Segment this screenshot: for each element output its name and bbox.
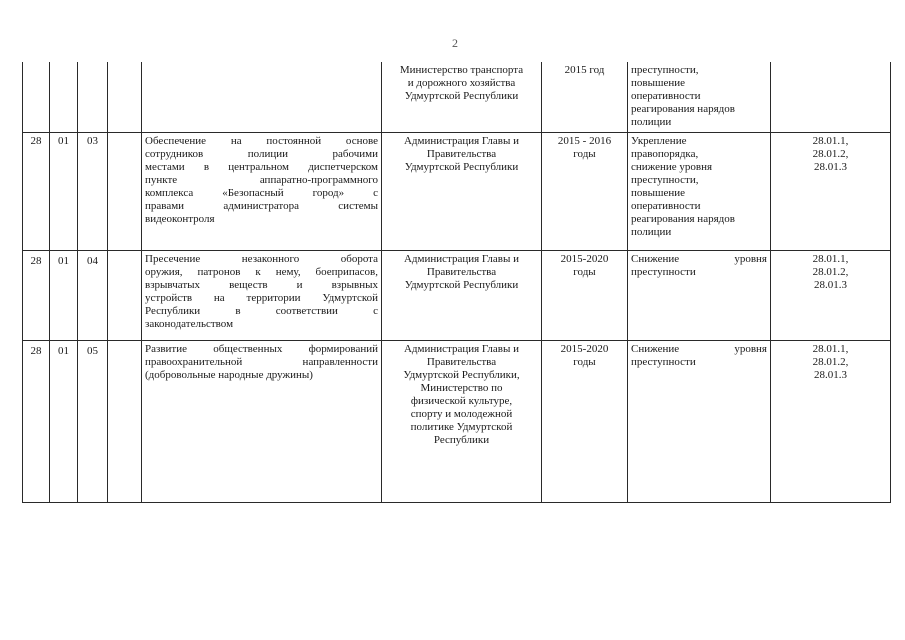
executor xyxy=(382,62,542,132)
code-subprogram xyxy=(50,62,78,132)
activity-description-line: устройств на территории Удмуртской xyxy=(145,291,378,304)
code-activity: 04 xyxy=(78,250,108,340)
related-indicators-line: 28.01.1, xyxy=(812,134,849,147)
expected-result-line: снижение уровня xyxy=(631,160,713,173)
related-indicators-line: 28.01.1, xyxy=(812,342,849,355)
implementation-term-line: годы xyxy=(573,355,596,368)
table-row xyxy=(23,132,891,250)
activity-description-line: взрывчатых веществ и взрывных xyxy=(145,278,378,291)
page-number: 2 xyxy=(452,36,458,50)
executor-line: Администрация Главы и xyxy=(403,342,520,355)
table-row xyxy=(23,250,891,340)
expected-result-line: оперативности xyxy=(631,90,701,102)
code-activity xyxy=(78,62,108,132)
activity-description-line: оружия, патронов к нему, боеприпасов, xyxy=(145,265,378,278)
expected-result-line: преступности xyxy=(631,355,696,368)
activity-description-line: Развитие общественных формирований xyxy=(145,342,378,355)
expected-result-line: преступности, xyxy=(631,173,699,186)
executor-line: физической культуре, xyxy=(410,394,513,407)
implementation-term-line: 2015 год xyxy=(564,64,605,76)
executor-line: спорту и молодежной xyxy=(410,407,513,420)
implementation-term-line: 2015 - 2016 xyxy=(557,134,612,147)
related-indicators xyxy=(771,250,891,340)
code-section: 28 xyxy=(23,132,50,250)
activity-description-line: местами в центральном диспетчерском xyxy=(145,160,378,173)
related-indicators-line: 28.01.2, xyxy=(812,265,849,278)
expected-result-line: реагирования нарядов xyxy=(631,103,735,115)
code-subprogram: 01 xyxy=(50,132,78,250)
related-indicators-line: 28.01.3 xyxy=(814,368,847,381)
activity-description xyxy=(142,62,382,132)
expected-result-line: Снижение уровня xyxy=(631,342,767,355)
table-row xyxy=(23,340,891,502)
executor-line: Удмуртской Республики xyxy=(404,278,519,291)
expected-result-line: оперативности xyxy=(631,199,701,212)
executor-line: Министерство транспорта xyxy=(399,64,524,76)
code-section: 28 xyxy=(23,340,50,502)
executor-line: Правительства xyxy=(426,355,497,368)
activity-description-line: правоохранительной направленности xyxy=(145,355,378,368)
implementation-term xyxy=(542,250,628,340)
implementation-term xyxy=(542,340,628,502)
expected-result-line: преступности xyxy=(631,265,696,278)
activity-description-line: Обеспечение на постоянной основе xyxy=(145,134,378,147)
executor-line: политике Удмуртской xyxy=(410,420,513,433)
expected-result xyxy=(628,62,771,132)
executor-line: Администрация Главы и xyxy=(403,134,520,147)
code-empty xyxy=(108,250,142,340)
related-indicators xyxy=(771,62,891,132)
executor xyxy=(382,340,542,502)
expected-result-line: правопорядка, xyxy=(631,147,699,160)
related-indicators xyxy=(771,340,891,502)
expected-result xyxy=(628,340,771,502)
executor xyxy=(382,250,542,340)
code-empty xyxy=(108,62,142,132)
activity-description-line: пункте аппаратно-программного xyxy=(145,173,378,186)
related-indicators-line: 28.01.3 xyxy=(814,278,847,291)
executor-line: Правительства xyxy=(426,265,497,278)
code-empty xyxy=(108,340,142,502)
expected-result-line: полиции xyxy=(631,116,672,128)
expected-result xyxy=(628,132,771,250)
executor-line: Администрация Главы и xyxy=(403,252,520,265)
code-activity: 03 xyxy=(78,132,108,250)
activity-description-line: сотрудников полиции рабочими xyxy=(145,147,378,160)
related-indicators-line: 28.01.3 xyxy=(814,160,847,173)
table-row xyxy=(23,62,891,132)
related-indicators xyxy=(771,132,891,250)
code-activity: 05 xyxy=(78,340,108,502)
executor-line: Республики xyxy=(433,433,490,446)
implementation-term-line: 2015-2020 xyxy=(560,252,609,265)
expected-result-line: реагирования нарядов xyxy=(631,212,735,225)
executor xyxy=(382,132,542,250)
related-indicators-line: 28.01.2, xyxy=(812,355,849,368)
implementation-term xyxy=(542,62,628,132)
implementation-term xyxy=(542,132,628,250)
activity-description-line: (добровольные народные дружины) xyxy=(145,368,313,381)
executor-line: Удмуртской Республики xyxy=(404,160,519,173)
activity-description xyxy=(142,340,382,502)
activity-description-line: Пресечение незаконного оборота xyxy=(145,252,378,265)
expected-result-line: повышение xyxy=(631,186,685,199)
related-indicators-line: 28.01.2, xyxy=(812,147,849,160)
program-activities-table xyxy=(22,62,891,503)
code-subprogram: 01 xyxy=(50,340,78,502)
executor-line: Удмуртской Республики xyxy=(404,90,519,102)
expected-result-line: полиции xyxy=(631,225,672,238)
implementation-term-line: годы xyxy=(573,265,596,278)
activity-description-line: правами администратора системы xyxy=(145,199,378,212)
code-section: 28 xyxy=(23,250,50,340)
expected-result xyxy=(628,250,771,340)
executor-line: Удмуртской Республики, xyxy=(403,368,520,381)
code-section xyxy=(23,62,50,132)
expected-result-line: преступности, xyxy=(631,64,699,76)
activity-description xyxy=(142,250,382,340)
expected-result-line: Укрепление xyxy=(631,134,687,147)
activity-description-line: видеоконтроля xyxy=(145,212,215,225)
code-empty xyxy=(108,132,142,250)
activity-description-line: законодательством xyxy=(145,317,234,330)
activity-description-line: Республики в соответствии с xyxy=(145,304,378,317)
executor-line: и дорожного хозяйства xyxy=(407,77,516,89)
executor-line: Правительства xyxy=(426,147,497,160)
expected-result-line: Снижение уровня xyxy=(631,252,767,265)
related-indicators-line: 28.01.1, xyxy=(812,252,849,265)
activity-description-line: комплекса «Безопасный город» с xyxy=(145,186,378,199)
activity-description xyxy=(142,132,382,250)
executor-line: Министерство по xyxy=(420,381,503,394)
expected-result-line: повышение xyxy=(631,77,685,89)
implementation-term-line: годы xyxy=(573,147,596,160)
code-subprogram: 01 xyxy=(50,250,78,340)
implementation-term-line: 2015-2020 xyxy=(560,342,609,355)
